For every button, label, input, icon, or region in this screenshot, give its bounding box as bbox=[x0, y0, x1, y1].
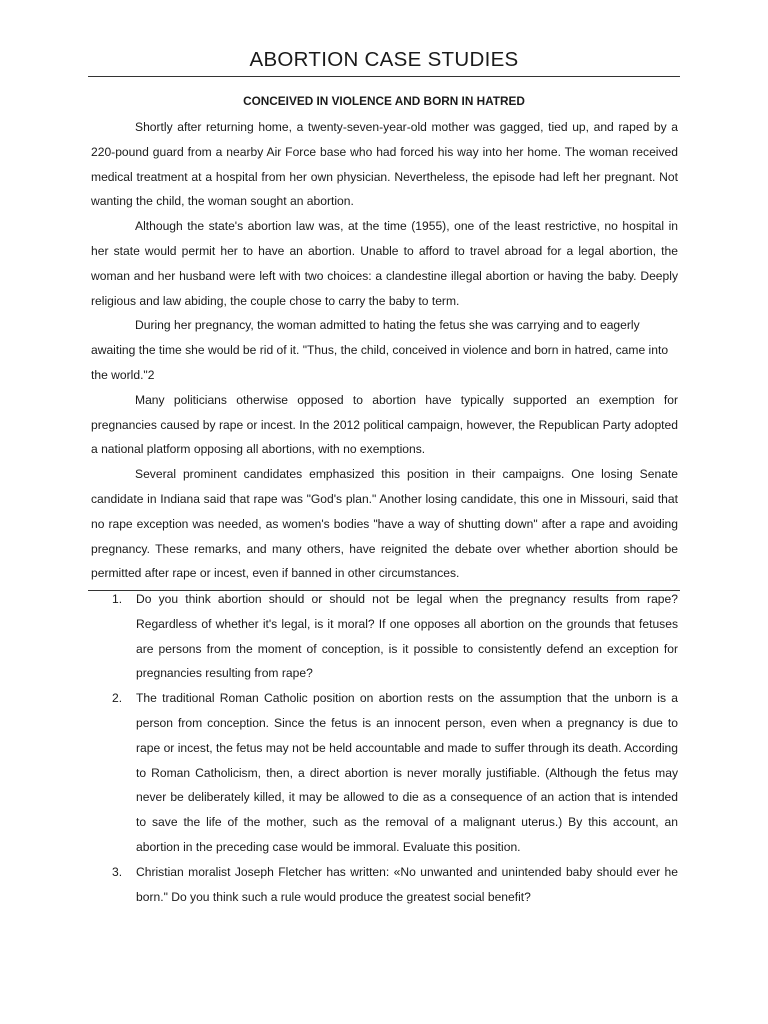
question-text: Christian moralist Joseph Fletcher has written: «No unwanted and unintended baby should ever he born." Do you think such a rule would produce the greatest social benefit? bbox=[136, 864, 678, 904]
case-heading: CONCEIVED IN VIOLENCE AND BORN IN HATRED bbox=[243, 94, 525, 108]
question-list bbox=[91, 587, 678, 909]
question-number: 1. bbox=[112, 592, 123, 606]
paragraph: Shortly after returning home, a twenty-seven-year-old mother was gagged, tied up, and raped by a 220-pound guard from a nearby Air Force base who had forced his way into her home. The woman received medical treatment at a hospital from her own physician. Nevertheless, the episode had left her pregnant. Not wanting the child, the woman sought an abortion. bbox=[91, 120, 678, 209]
question-item bbox=[91, 860, 678, 910]
paragraph: Several prominent candidates emphasized this position in their campaigns. One losing Senate candidate in Indiana said that rape was "God's plan." Another losing candidate, this one in Missouri, said that no rape exception was needed, as women's bodies "have a way of shutting down" after a rape and avoiding pregnancy. These remarks, and many others, have reignited the debate over whether abortion should be permitted after rape or incest, even if banned in other circumstances. bbox=[91, 467, 678, 581]
title-divider bbox=[88, 76, 680, 77]
question-text: Do you think abortion should or should not be legal when the pregnancy results from rape? Regardless of whether it's legal, is it moral? If one opposes all abortion on the grounds that fetuses are persons from the moment of conception, is it possible to consistently defend an exception for pregnancies resulting from rape? bbox=[136, 592, 678, 681]
paragraph: Many politicians otherwise opposed to abortion have typically supported an exemption for pregnancies caused by rape or incest. In the 2012 political campaign, however, the Republican Party adopted a national platform opposing all abortions, with no exemptions. bbox=[91, 392, 678, 457]
document-title: ABORTION CASE STUDIES bbox=[249, 48, 519, 71]
case-body bbox=[91, 115, 678, 586]
question-number: 2. bbox=[112, 691, 123, 706]
question-number: 3. bbox=[112, 864, 123, 879]
paragraph: During her pregnancy, the woman admitted to hating the fetus she was carrying and to eagerly awaiting the time she would be rid of it. "Thus, the child, conceived in violence and born in hatred, came into the world."2 bbox=[91, 318, 669, 382]
question-item bbox=[91, 686, 678, 860]
question-text: The traditional Roman Catholic position on abortion rests on the assumption that the unborn is a person from conception. Since the fetus is an innocent person, even when a pregnancy is due to rape or incest, the fetus may not be held accountable and made to suffer through its death. According to Roman Catholicism, then, a direct abortion is never morally justifiable. (Although the fetus may never be deliberately killed, it may be allowed to die as a consequence of an action that is intended to save the life of the mother, such as the removal of a malignant uterus.) By this account, an abortion in the preceding case would be immoral. Evaluate this position. bbox=[136, 691, 678, 854]
paragraph: Although the state's abortion law was, at the time (1955), one of the least restrictive, no hospital in her state would permit her to have an abortion. Unable to afford to travel abroad for a legal abortion, the woman and her husband were left with two choices: a clandestine illegal abortion or having the baby. Deeply religious and law abiding, the couple chose to carry the baby to term. bbox=[91, 219, 678, 308]
question-item bbox=[91, 587, 678, 686]
